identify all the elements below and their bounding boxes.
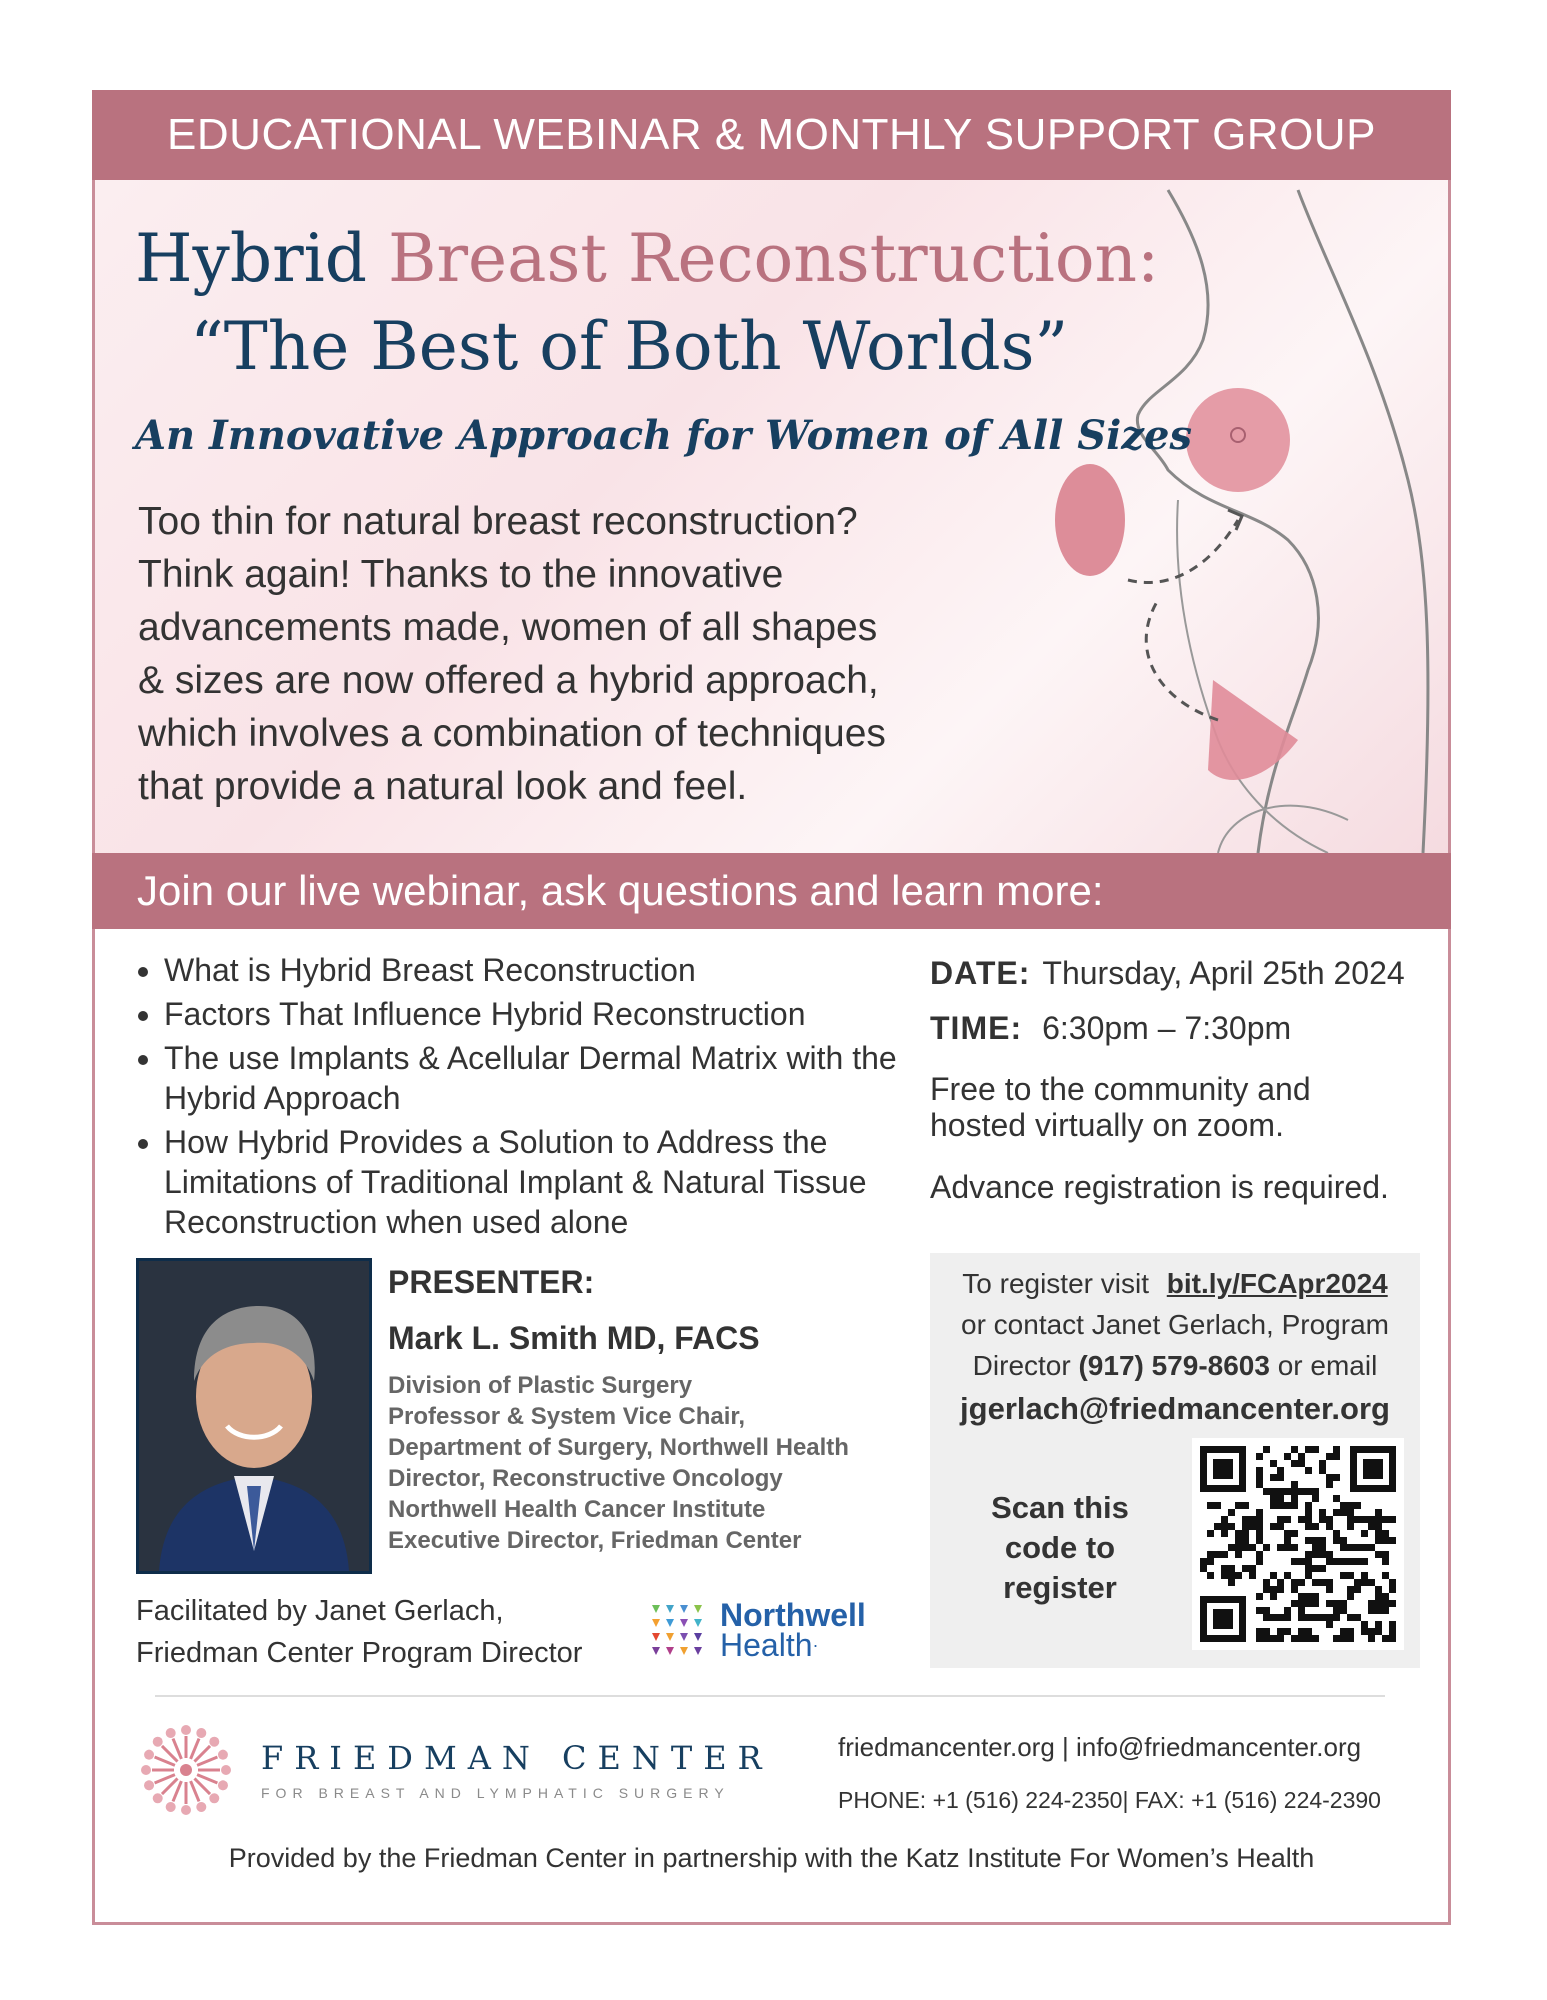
northwell-word: Northwell bbox=[720, 1597, 866, 1633]
registration-text bbox=[930, 1263, 1420, 1386]
register-phone: (917) 579-8603 bbox=[1078, 1350, 1270, 1381]
intro-line: advancements made, women of all shapes bbox=[138, 606, 878, 649]
intro-line: Think again! Thanks to the innovative bbox=[138, 553, 784, 596]
event-info bbox=[930, 955, 1430, 1206]
free-note bbox=[930, 1071, 1430, 1143]
intro-line: & sizes are now offered a hybrid approach, bbox=[138, 659, 879, 702]
intro-line: that provide a natural look and feel. bbox=[138, 765, 748, 808]
northwell-logo bbox=[650, 1597, 866, 1663]
northwell-wordmark bbox=[720, 1597, 866, 1663]
join-text: Join our live webinar, ask questions and learn more: bbox=[137, 867, 1104, 914]
footer-divider bbox=[155, 1695, 1385, 1697]
join-band bbox=[92, 853, 1451, 929]
web-contact[interactable]: friedmancenter.org | info@friedmancenter.org bbox=[838, 1732, 1362, 1762]
presenter-titles bbox=[388, 1370, 928, 1556]
facilitator-line: Facilitated by Janet Gerlach, bbox=[136, 1595, 504, 1627]
header-band-text: EDUCATIONAL WEBINAR & MONTHLY SUPPORT GROUP bbox=[167, 110, 1376, 159]
free-line: Free to the community and bbox=[930, 1071, 1311, 1107]
register-director-text: Director bbox=[972, 1350, 1071, 1381]
scan-line: Scan this bbox=[991, 1490, 1129, 1525]
scan-line: code to bbox=[1004, 1530, 1116, 1565]
topic-item: • Factors That Influence Hybrid Reconstruction bbox=[164, 994, 954, 1034]
presenter-portrait-icon bbox=[139, 1261, 369, 1571]
time-row bbox=[930, 1010, 1430, 1047]
health-word: Health bbox=[720, 1627, 813, 1663]
register-email[interactable]: jgerlach@friedmancenter.org bbox=[960, 1391, 1390, 1426]
presenter-label: PRESENTER: bbox=[388, 1264, 595, 1300]
topic-list bbox=[128, 950, 954, 1246]
topic-item: • The use Implants & Acellular Dermal Matrix with the Hybrid Approach bbox=[164, 1038, 954, 1118]
time-value: 6:30pm – 7:30pm bbox=[1042, 1010, 1292, 1046]
registration-box bbox=[930, 1253, 1420, 1668]
intro-line: Too thin for natural breast reconstruction? bbox=[138, 500, 858, 543]
date-label: DATE: bbox=[930, 955, 1031, 991]
presenter-title-line: Executive Director, Friedman Center bbox=[388, 1527, 802, 1554]
title-breast-reconstruction: Breast Reconstruction: bbox=[387, 220, 1160, 297]
tissue-flap-shape bbox=[1208, 680, 1298, 780]
presenter-title-line: Director, Reconstructive Oncology bbox=[388, 1465, 783, 1492]
date-value: Thursday, April 25th 2024 bbox=[1042, 955, 1405, 991]
friedman-center-logo bbox=[136, 1720, 773, 1820]
presenter-photo bbox=[136, 1258, 372, 1574]
title-best-of-both-worlds: “The Best of Both Worlds” bbox=[190, 308, 1069, 385]
register-link[interactable]: bit.ly/FCApr2024 bbox=[1166, 1268, 1388, 1299]
scan-line: register bbox=[1003, 1570, 1117, 1605]
header-band bbox=[92, 90, 1451, 180]
dashed-arrow-upper bbox=[1128, 520, 1238, 583]
topic-item: • What is Hybrid Breast Reconstruction bbox=[164, 950, 954, 990]
breast-reconstruction-circle bbox=[1186, 388, 1290, 492]
presenter-title-line: Northwell Health Cancer Institute bbox=[388, 1496, 766, 1523]
intro-line: which involves a combination of techniques bbox=[138, 712, 886, 755]
waist-curve bbox=[1218, 806, 1348, 853]
phone-fax: PHONE: +1 (516) 224-2350| FAX: +1 (516) 224-2390 bbox=[838, 1787, 1381, 1813]
register-phone-line bbox=[930, 1345, 1420, 1386]
title-hybrid: Hybrid bbox=[135, 220, 367, 297]
register-visit-line bbox=[930, 1263, 1420, 1304]
advance-note: Advance registration is required. bbox=[930, 1169, 1389, 1205]
registered-mark: · bbox=[812, 1635, 819, 1655]
subtitle: An Innovative Approach for Women of All Sizes bbox=[135, 412, 1192, 459]
facilitator bbox=[136, 1590, 582, 1674]
intro-paragraph bbox=[138, 495, 1008, 813]
dashed-arrow-lower bbox=[1146, 600, 1218, 720]
center-subtitle: FOR BREAST AND LYMPHATIC SURGERY bbox=[261, 1785, 730, 1801]
scan-instruction bbox=[960, 1488, 1160, 1608]
qr-code-icon bbox=[1192, 1438, 1404, 1650]
arm-outline bbox=[1298, 190, 1428, 853]
main-title bbox=[135, 220, 1159, 297]
northwell-mark-icon bbox=[650, 1601, 708, 1659]
free-line: hosted virtually on zoom. bbox=[930, 1107, 1284, 1143]
center-name: FRIEDMAN CENTER bbox=[261, 1739, 773, 1777]
presenter-title-line: Division of Plastic Surgery bbox=[388, 1372, 693, 1399]
flower-logo-icon bbox=[136, 1720, 236, 1820]
provided-by: Provided by the Friedman Center in partnership with the Katz Institute For Women’s Health bbox=[228, 1843, 1315, 1873]
topic-item: • How Hybrid Provides a Solution to Address the Limitations of Traditional Implant & Natural Tissue Reconstruction when used alone bbox=[164, 1122, 954, 1242]
qr-code[interactable] bbox=[1192, 1438, 1404, 1650]
register-visit-prefix: To register visit bbox=[962, 1268, 1149, 1299]
register-email-prefix: or email bbox=[1277, 1350, 1378, 1381]
register-contact-line: or contact Janet Gerlach, Program bbox=[961, 1309, 1389, 1340]
friedman-wordmark bbox=[261, 1739, 773, 1801]
facilitator-line: Friedman Center Program Director bbox=[136, 1637, 583, 1669]
presenter-title-line: Professor & System Vice Chair, bbox=[388, 1403, 746, 1430]
time-label: TIME: bbox=[930, 1010, 1023, 1046]
date-row bbox=[930, 955, 1430, 992]
presenter-title-line: Department of Surgery, Northwell Health bbox=[388, 1434, 849, 1461]
implant-shape bbox=[1055, 464, 1125, 576]
presenter-name: Mark L. Smith MD, FACS bbox=[388, 1320, 760, 1356]
